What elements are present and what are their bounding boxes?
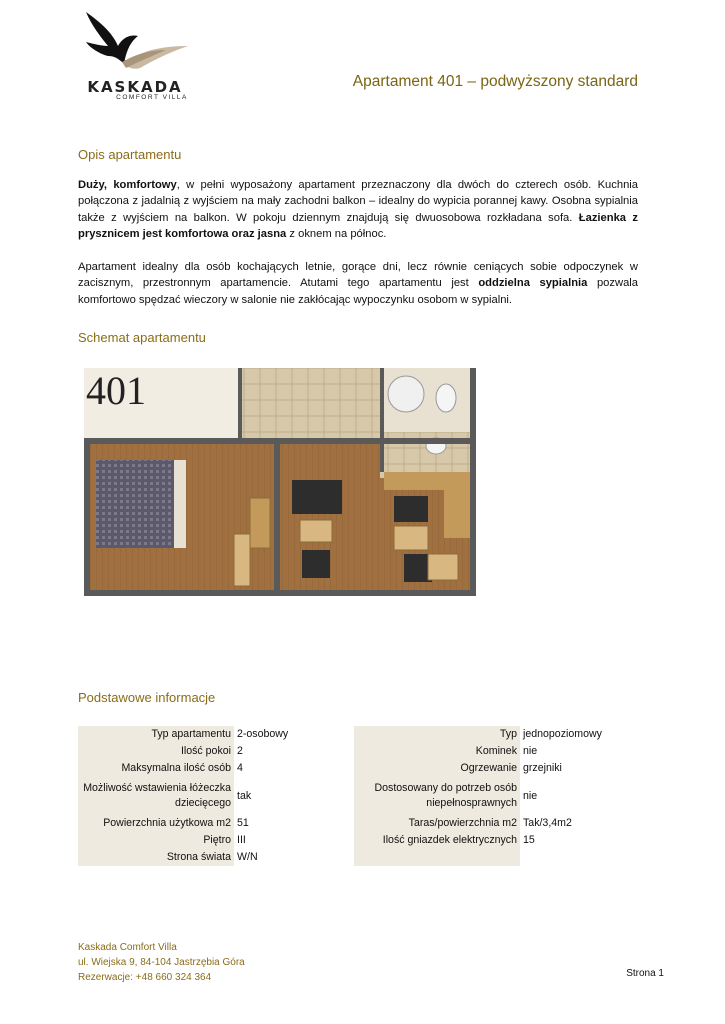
table-row [78, 743, 348, 760]
table-row [354, 849, 640, 866]
info-value: tak [234, 777, 348, 815]
desc-text-1: , w pełni wyposażony apartament przeznaczony dla dwóch do czterech osób. Kuchnia połączona z jadalnią z wyjściem na mały zachodni balkon – idealny do wypicia porannej kawy. Osobna sypialnia także z wyjściem na balkon. W pokoju dziennym znajdują się dwuosobowa rozkładana sofa. [78, 179, 638, 224]
info-value: nie [520, 743, 640, 760]
table-row [78, 777, 348, 815]
table-row [78, 832, 348, 849]
desc-text-2: z oknem na północ. [286, 228, 387, 241]
description-heading: Opis apartamentu [78, 147, 182, 162]
table-row [78, 815, 348, 832]
apartment-floor-plan [84, 368, 476, 596]
info-label: Maksymalna ilość osób [78, 760, 234, 777]
info-label: Piętro [78, 832, 234, 849]
info-table-left [78, 726, 348, 866]
page-number: Strona 1 [626, 968, 664, 979]
info-label: Ogrzewanie [354, 760, 520, 777]
info-table-right [354, 726, 640, 866]
table-row [354, 760, 640, 777]
info-value: 51 [234, 815, 348, 832]
info-label: Dostosowany do potrzeb osób niepełnosprawnych [354, 777, 520, 815]
table-row [354, 815, 640, 832]
info-value: grzejniki [520, 760, 640, 777]
table-row [78, 849, 348, 866]
info-label: Typ [354, 726, 520, 743]
info-label: Ilość gniazdek elektrycznych [354, 832, 520, 849]
desc-text-4: pozwala komfortowo spędzać wieczory w salonie nie zakłócając wypoczynku osobom w sypialni. [78, 277, 638, 306]
description-paragraph-2 [78, 259, 638, 308]
info-value: 15 [520, 832, 640, 849]
footer-address: ul. Wiejska 9, 84-104 Jastrzębia Góra [78, 957, 245, 968]
table-row [78, 760, 348, 777]
desc-text-3: Apartament idealny dla osób kochających letnie, gorące dni, lecz równie ceniących sobie odpoczynek w zacisznym, przestronnym apartamencie. Atutami tego apartamentu jest [78, 261, 638, 290]
info-value: jednopoziomowy [520, 726, 640, 743]
logo-text: KASKADA [87, 78, 183, 96]
info-value: 4 [234, 760, 348, 777]
desc-bold-3: oddzielna sypialnia [478, 277, 588, 290]
table-row [354, 832, 640, 849]
info-value: Tak/3,4m2 [520, 815, 640, 832]
table-row [78, 726, 348, 743]
logo-subtext: COMFORT VILLA [116, 94, 188, 101]
schema-heading: Schemat apartamentu [78, 330, 206, 345]
info-label: Taras/powierzchnia m2 [354, 815, 520, 832]
info-value: nie [520, 777, 640, 815]
desc-bold-1: Duży, komfortowy [78, 179, 177, 191]
info-value: III [234, 832, 348, 849]
info-value: 2 [234, 743, 348, 760]
info-filler-value [520, 849, 640, 866]
desc-bold-2: Łazienka z prysznicem jest komfortowa oraz jasna [78, 211, 638, 241]
document-title: Apartament 401 – podwyższony standard [352, 73, 638, 90]
plan-number: 401 [86, 368, 146, 413]
table-row [354, 726, 640, 743]
info-value: W/N [234, 849, 348, 866]
info-label: Ilość pokoi [78, 743, 234, 760]
info-label: Strona świata [78, 849, 234, 866]
table-row [354, 777, 640, 815]
info-filler [354, 849, 520, 866]
info-label: Kominek [354, 743, 520, 760]
info-value: 2-osobowy [234, 726, 348, 743]
footer [78, 940, 245, 985]
info-heading: Podstawowe informacje [78, 690, 216, 705]
footer-reservation: Rezerwacje: +48 660 324 364 [78, 972, 212, 983]
info-label: Powierzchnia użytkowa m2 [78, 815, 234, 832]
description-paragraph-1 [78, 177, 638, 243]
info-label: Możliwość wstawienia łóżeczka dziecięcego [78, 777, 234, 815]
info-label: Typ apartamentu [78, 726, 234, 743]
table-row [354, 743, 640, 760]
footer-company: Kaskada Comfort Villa [78, 942, 177, 953]
